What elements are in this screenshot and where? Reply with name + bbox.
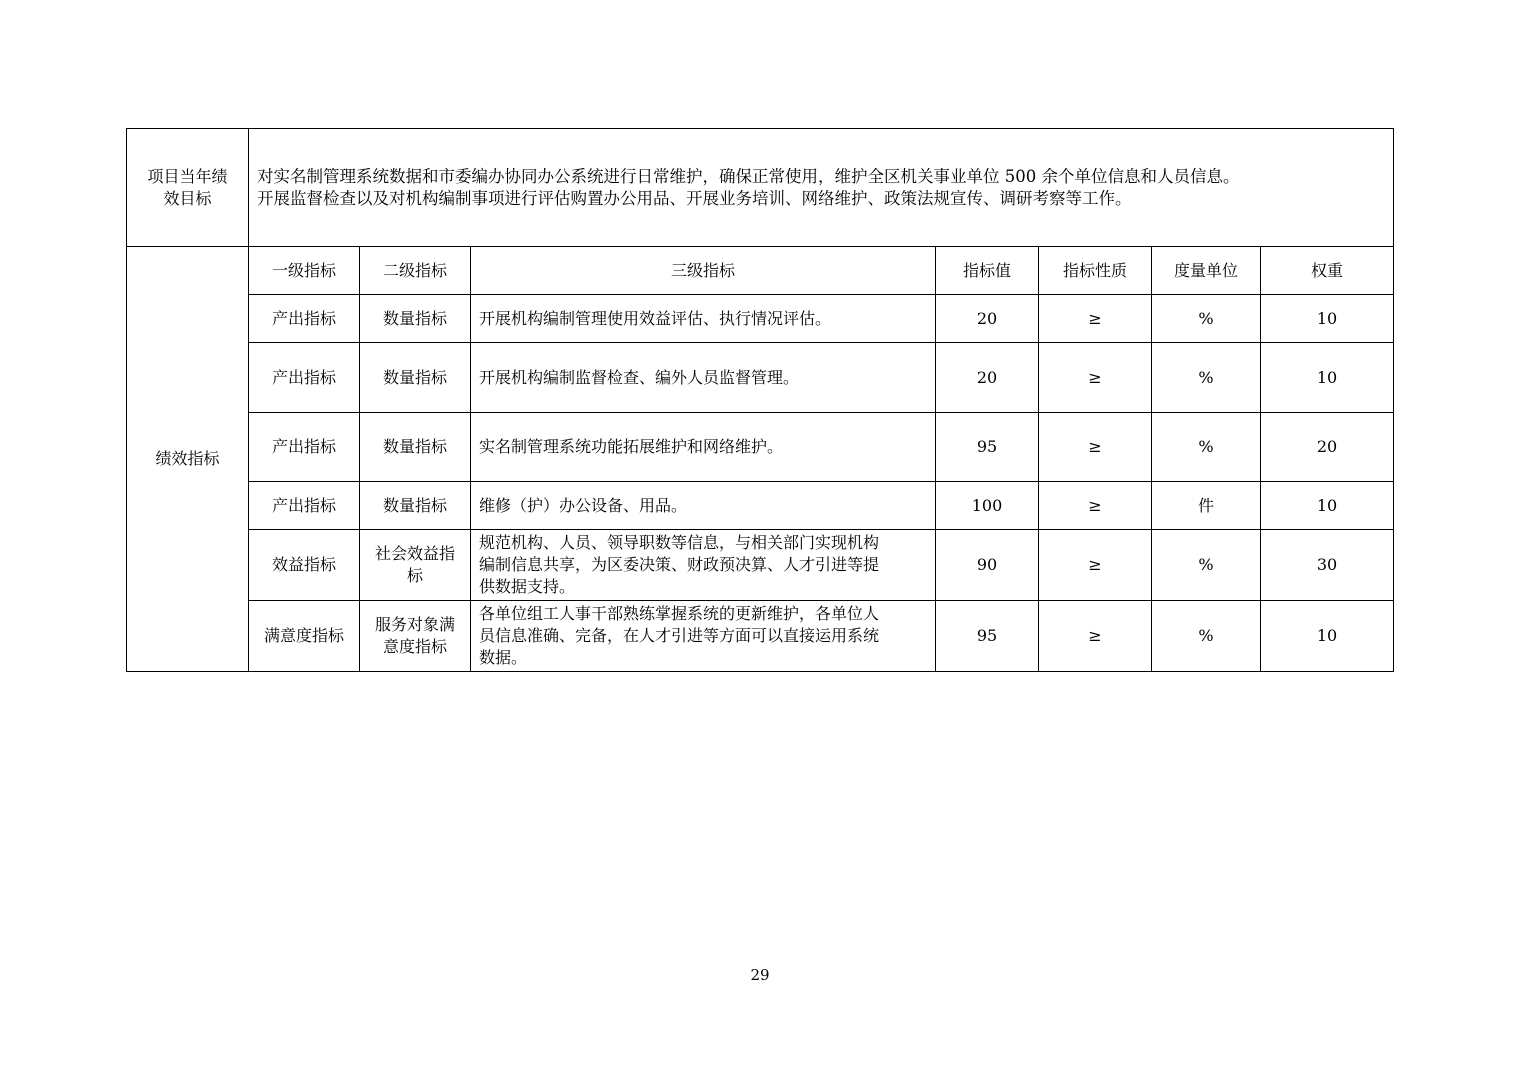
goal-text-line2: 开展监督检查以及对机构编制事项进行评估购置办公用品、开展业务培训、网络维护、政策法规宣传、调研考察等工作。	[257, 188, 1132, 208]
performance-table	[126, 128, 1394, 672]
row-level2-line1: 服务对象满	[374, 615, 455, 634]
header-value: 指标值	[936, 247, 1039, 295]
row-level3	[471, 295, 936, 343]
row-level3	[471, 482, 936, 530]
row-level2	[360, 343, 471, 413]
row-weight: 10	[1261, 295, 1394, 343]
row-weight: 20	[1261, 413, 1394, 482]
row-unit: 件	[1152, 482, 1261, 530]
row-weight: 10	[1261, 601, 1394, 672]
header-nature: 指标性质	[1039, 247, 1152, 295]
row-level2	[360, 601, 471, 672]
row-level2	[360, 482, 471, 530]
row-level2-line1: 社会效益指	[374, 544, 455, 563]
row-value: 95	[936, 601, 1039, 672]
row-level1: 产出指标	[249, 482, 360, 530]
row-level2-line1: 数量指标	[382, 437, 447, 456]
row-level1: 满意度指标	[249, 601, 360, 672]
row-level3-line2: 员信息准确、完备，在人才引进等方面可以直接运用系统	[479, 626, 880, 645]
header-level3: 三级指标	[471, 247, 936, 295]
row-level3-line1: 各单位组工人事干部熟练掌握系统的更新维护，各单位人	[479, 604, 880, 623]
goal-text	[249, 129, 1394, 247]
row-level3	[471, 601, 936, 672]
row-nature: ≥	[1039, 530, 1152, 601]
row-level2-line1: 数量指标	[382, 308, 447, 328]
row-level2	[360, 295, 471, 343]
row-level3	[471, 413, 936, 482]
row-level2	[360, 530, 471, 601]
row-nature: ≥	[1039, 601, 1152, 672]
row-level2-line1: 数量指标	[382, 495, 447, 515]
table-row	[127, 601, 1394, 672]
row-level3-line1: 开展机构编制监督检查、编外人员监督管理。	[479, 367, 800, 387]
table-row	[127, 343, 1394, 413]
goal-label-line1: 项目当年绩	[147, 166, 228, 186]
goal-label-line2: 效目标	[163, 188, 212, 208]
row-level1: 产出指标	[249, 343, 360, 413]
row-level3	[471, 343, 936, 413]
row-unit: %	[1152, 413, 1261, 482]
header-level1: 一级指标	[249, 247, 360, 295]
row-nature: ≥	[1039, 482, 1152, 530]
row-level2-line2: 标	[406, 566, 423, 585]
row-value: 20	[936, 343, 1039, 413]
indicators-label: 绩效指标	[127, 247, 249, 672]
row-level2	[360, 413, 471, 482]
row-level2-line2: 意度指标	[382, 637, 447, 656]
row-weight: 30	[1261, 530, 1394, 601]
row-value: 100	[936, 482, 1039, 530]
row-level3-line1: 实名制管理系统功能拓展维护和网络维护。	[479, 437, 784, 456]
row-unit: %	[1152, 530, 1261, 601]
row-nature: ≥	[1039, 295, 1152, 343]
row-level3-line1: 维修（护）办公设备、用品。	[479, 495, 688, 515]
row-value: 20	[936, 295, 1039, 343]
row-level2-line1: 数量指标	[382, 367, 447, 387]
row-nature: ≥	[1039, 413, 1152, 482]
table-row	[127, 530, 1394, 601]
row-weight: 10	[1261, 343, 1394, 413]
goal-row	[127, 129, 1394, 247]
row-level3-line2: 编制信息共享，为区委决策、财政预决算、人才引进等提	[479, 555, 880, 574]
row-level1: 效益指标	[249, 530, 360, 601]
header-weight: 权重	[1261, 247, 1394, 295]
row-level1: 产出指标	[249, 413, 360, 482]
row-level1: 产出指标	[249, 295, 360, 343]
header-level2: 二级指标	[360, 247, 471, 295]
table-row	[127, 413, 1394, 482]
row-level3-line3: 供数据支持。	[479, 577, 576, 596]
goal-label	[127, 129, 249, 247]
row-value: 90	[936, 530, 1039, 601]
row-level3-line3: 数据。	[479, 648, 528, 667]
table-row	[127, 482, 1394, 530]
row-level3	[471, 530, 936, 601]
row-unit: %	[1152, 343, 1261, 413]
row-weight: 10	[1261, 482, 1394, 530]
row-level3-line1: 开展机构编制管理使用效益评估、执行情况评估。	[479, 308, 832, 328]
row-level3-line1: 规范机构、人员、领导职数等信息，与相关部门实现机构	[479, 533, 880, 552]
header-row	[127, 247, 1394, 295]
table-row	[127, 295, 1394, 343]
header-unit: 度量单位	[1152, 247, 1261, 295]
row-unit: %	[1152, 295, 1261, 343]
row-nature: ≥	[1039, 343, 1152, 413]
row-unit: %	[1152, 601, 1261, 672]
page-number: 29	[750, 966, 770, 984]
goal-text-line1: 对实名制管理系统数据和市委编办协同办公系统进行日常维护，确保正常使用，维护全区机关事业单位 500 余个单位信息和人员信息。	[257, 166, 1240, 186]
row-value: 95	[936, 413, 1039, 482]
